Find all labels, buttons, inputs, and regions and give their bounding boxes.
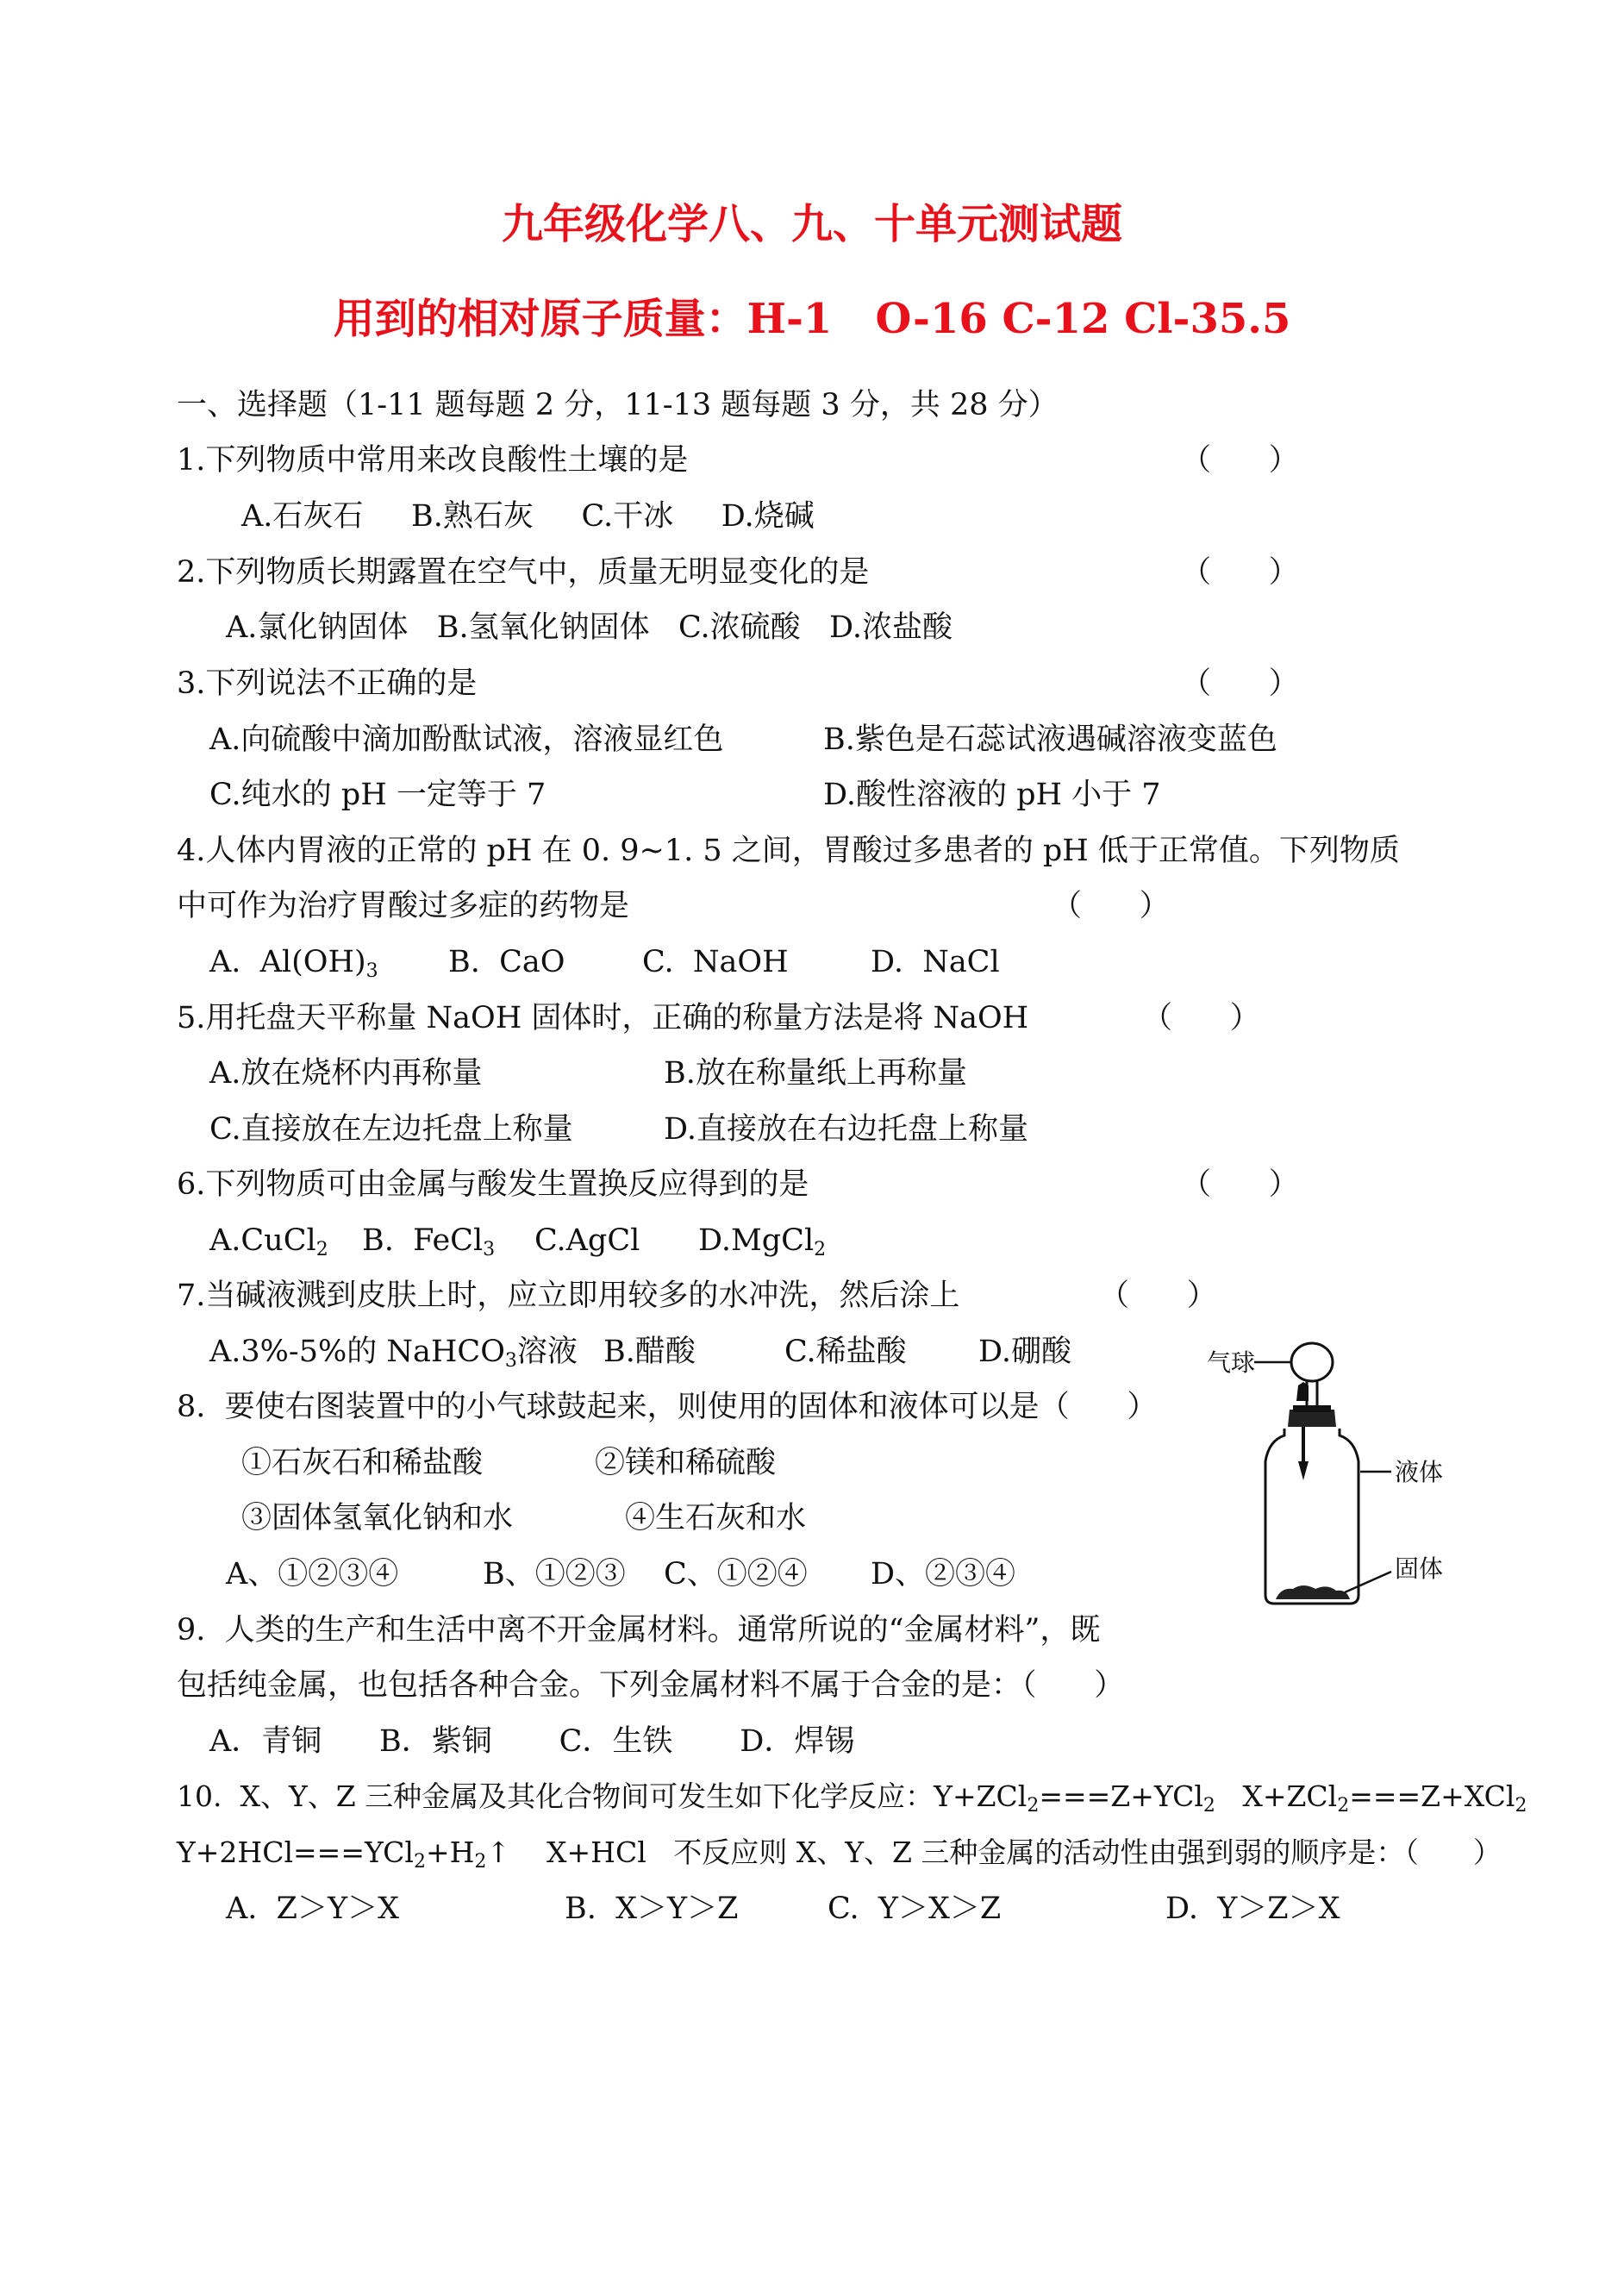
q8-option-b: B、①②③ bbox=[483, 1557, 626, 1591]
q5-answer-blank: （ ） bbox=[1142, 1001, 1260, 1035]
stopper-icon bbox=[1288, 1405, 1336, 1427]
q10-option-b: B. X＞Y＞Z bbox=[565, 1892, 739, 1926]
q8-item-1: ①石灰石和稀盐酸 bbox=[241, 1446, 484, 1480]
q4-stem-line2: 中可作为治疗胃酸过多症的药物是 bbox=[177, 889, 630, 923]
q9-stem-line1: 9. 人类的生产和生活中离不开金属材料。通常所说的“金属材料”，既 bbox=[177, 1613, 1101, 1648]
q6-answer-blank: （ ） bbox=[1181, 1167, 1299, 1202]
q1-options: A.石灰石 B.熟石灰 C.干冰 D.烧碱 bbox=[241, 499, 815, 534]
q3-option-d: D.酸性溶液的 pH 小于 7 bbox=[823, 778, 1161, 812]
q7-option-d: D.硼酸 bbox=[978, 1335, 1071, 1369]
q2-options: A.氯化钠固体 B.氢氧化钠固体 C.浓硫酸 D.浓盐酸 bbox=[226, 610, 953, 645]
q3-option-b: B.紫色是石蕊试液遇碱溶液变蓝色 bbox=[823, 722, 1277, 757]
q4-option-a: A. $Al(OH)_3$ bbox=[209, 945, 378, 982]
section-heading: 一、选择题（1-11 题每题 2 分，11-13 题每题 3 分，共 28 分） bbox=[177, 388, 1059, 422]
q3-answer-blank: （ ） bbox=[1181, 666, 1299, 701]
q6-option-d: D.MgCl$_2$ bbox=[698, 1223, 827, 1260]
q7-option-b: B.醋酸 bbox=[603, 1335, 696, 1369]
q2-stem: 2.下列物质长期露置在空气中，质量无明显变化的是 bbox=[177, 555, 870, 590]
liquid-label: 液体 bbox=[1395, 1458, 1444, 1486]
q3-stem: 3.下列说法不正确的是 bbox=[177, 666, 478, 701]
q8-item-2: ②镁和稀硫酸 bbox=[595, 1446, 777, 1480]
solid-pointer-line bbox=[1345, 1572, 1391, 1592]
page-subtitle: 用到的相对原子质量：H-1 O-16 C-12 Cl-35.5 bbox=[333, 295, 1291, 343]
q10-option-c: C. Y＞X＞Z bbox=[828, 1892, 1002, 1926]
q8-option-c: C、①②④ bbox=[664, 1557, 808, 1591]
q7-option-a: A.3%-5%的 NaHCO$_3$溶液 bbox=[209, 1335, 578, 1372]
q8-item-4: ④生石灰和水 bbox=[625, 1501, 807, 1535]
q7-answer-blank: （ ） bbox=[1099, 1279, 1217, 1313]
q1-answer-blank: （ ） bbox=[1181, 443, 1299, 478]
q6-option-a: A.CuCl$_2$ bbox=[209, 1223, 328, 1260]
q10-option-a: A. Z＞Y＞X bbox=[226, 1892, 399, 1926]
page-title: 九年级化学八、九、十单元测试题 bbox=[501, 200, 1122, 248]
q3-option-c: C.纯水的 pH 一定等于 7 bbox=[209, 778, 547, 812]
q6-option-c: C.AgCl bbox=[534, 1223, 640, 1258]
q4-stem-line1: 4.人体内胃液的正常的 pH 在 0. 9~1. 5 之间，胃酸过多患者的 pH 低于正常值。下列物质 bbox=[177, 834, 1400, 868]
q4-option-d: D. NaCl bbox=[871, 945, 1000, 979]
q4-answer-blank: （ ） bbox=[1052, 889, 1170, 923]
solid-label: 固体 bbox=[1395, 1554, 1444, 1583]
balloon-label: 气球 bbox=[1207, 1348, 1256, 1377]
dropping-funnel-icon bbox=[1296, 1382, 1309, 1480]
q10-option-d: D. Y＞Z＞X bbox=[1165, 1892, 1340, 1926]
q9-stem-line2: 包括纯金属，也包括各种合金。下列金属材料不属于合金的是：（ ） bbox=[177, 1668, 1125, 1703]
q6-stem: 6.下列物质可由金属与酸发生置换反应得到的是 bbox=[177, 1167, 809, 1202]
q1-stem: 1.下列物质中常用来改良酸性土壤的是 bbox=[177, 443, 689, 478]
q9-options: A．青铜 B．紫铜 C．生铁 D．焊锡 bbox=[209, 1724, 855, 1759]
apparatus-figure bbox=[1207, 1332, 1474, 1617]
q5-option-b: B.放在称量纸上再称量 bbox=[664, 1056, 967, 1091]
q5-option-d: D.直接放在右边托盘上称量 bbox=[664, 1112, 1028, 1147]
q10-stem-line1: 10. X、Y、Z 三种金属及其化合物间可发生如下化学反应：Y+ZCl$_2$===Z+YCl$_2$ X+ZCl$_2$===Z+XCl$_2$ bbox=[177, 1779, 1527, 1817]
q10-stem-line2: $Y+2HCl===YCl_2+H_2↑$ X+HCl 不反应则 X、Y、Z 三种金属的活动性由强到弱的顺序是：（ ） bbox=[177, 1835, 1502, 1873]
q8-stem: 8. 要使右图装置中的小气球鼓起来，则使用的固体和液体可以是（ ） bbox=[177, 1390, 1158, 1424]
q7-option-c: C.稀盐酸 bbox=[784, 1335, 907, 1369]
q4-option-c: C. NaOH bbox=[642, 945, 789, 979]
q4-option-b: B. CaO bbox=[448, 945, 565, 979]
q5-option-c: C.直接放在左边托盘上称量 bbox=[209, 1112, 573, 1147]
bottle-icon bbox=[1265, 1429, 1359, 1604]
q8-option-d: D、②③④ bbox=[871, 1557, 1016, 1591]
q2-answer-blank: （ ） bbox=[1181, 555, 1299, 590]
q3-option-a: A.向硫酸中滴加酚酞试液，溶液显红色 bbox=[209, 722, 724, 757]
q5-stem: 5.用托盘天平称量 NaOH 固体时，正确的称量方法是将 NaOH bbox=[177, 1001, 1029, 1035]
q8-option-a: A、①②③④ bbox=[226, 1557, 399, 1591]
q5-option-a: A.放在烧杯内再称量 bbox=[209, 1056, 483, 1091]
q6-option-b: B. FeCl$_3$ bbox=[362, 1223, 496, 1260]
q8-item-3: ③固体氢氧化钠和水 bbox=[241, 1501, 514, 1535]
q7-stem: 7.当碱液溅到皮肤上时，应立即用较多的水冲洗，然后涂上 bbox=[177, 1279, 960, 1313]
